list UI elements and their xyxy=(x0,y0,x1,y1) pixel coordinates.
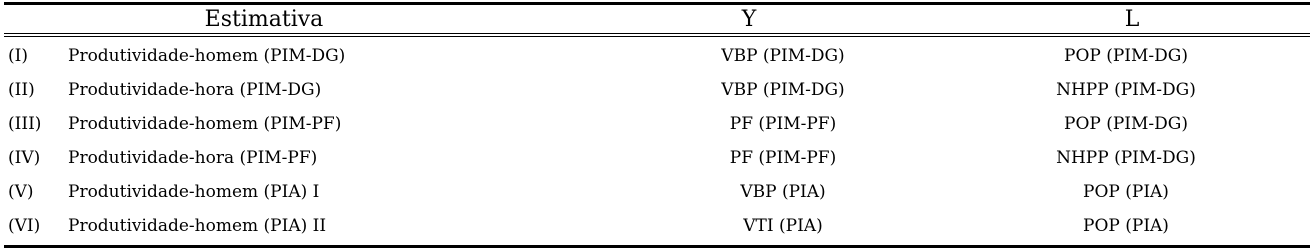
header-y: Y xyxy=(741,6,757,32)
table-row xyxy=(4,107,1310,141)
row-number: (II) xyxy=(8,80,35,100)
row-l: POP (PIA) xyxy=(1083,182,1169,202)
row-estimativa: Produtividade-homem (PIA) II xyxy=(68,216,327,236)
table-body xyxy=(4,37,1310,245)
row-estimativa: Produtividade-homem (PIA) I xyxy=(68,182,320,202)
row-estimativa: Produtividade-hora (PIM-PF) xyxy=(68,148,318,168)
row-estimativa: Produtividade-homem (PIM-DG) xyxy=(68,46,346,66)
row-l: NHPP (PIM-DG) xyxy=(1056,148,1196,168)
row-estimativa: Produtividade-homem (PIM-PF) xyxy=(68,114,342,134)
row-l: POP (PIA) xyxy=(1083,216,1169,236)
row-y: VBP (PIM-DG) xyxy=(721,46,845,66)
row-number: (I) xyxy=(8,46,28,66)
row-y: VBP (PIA) xyxy=(740,182,826,202)
row-y: VTI (PIA) xyxy=(743,216,823,236)
row-y: PF (PIM-PF) xyxy=(729,114,837,134)
row-l: POP (PIM-DG) xyxy=(1064,46,1188,66)
row-number: (VI) xyxy=(8,216,41,236)
row-number: (III) xyxy=(8,114,42,134)
row-number: (IV) xyxy=(8,148,41,168)
table-row xyxy=(4,73,1310,107)
row-l: POP (PIM-DG) xyxy=(1064,114,1188,134)
header-row xyxy=(4,5,1310,33)
row-l: NHPP (PIM-DG) xyxy=(1056,80,1196,100)
row-y: PF (PIM-PF) xyxy=(729,148,837,168)
row-number: (V) xyxy=(8,182,34,202)
estimates-table xyxy=(4,2,1310,248)
table-row xyxy=(4,39,1310,73)
row-estimativa: Produtividade-hora (PIM-DG) xyxy=(68,80,322,100)
row-y: VBP (PIM-DG) xyxy=(721,80,845,100)
table-row xyxy=(4,175,1310,209)
header-estimativa: Estimativa xyxy=(204,6,324,32)
header-l: L xyxy=(1124,6,1140,32)
table-row xyxy=(4,209,1310,243)
table-row xyxy=(4,141,1310,175)
